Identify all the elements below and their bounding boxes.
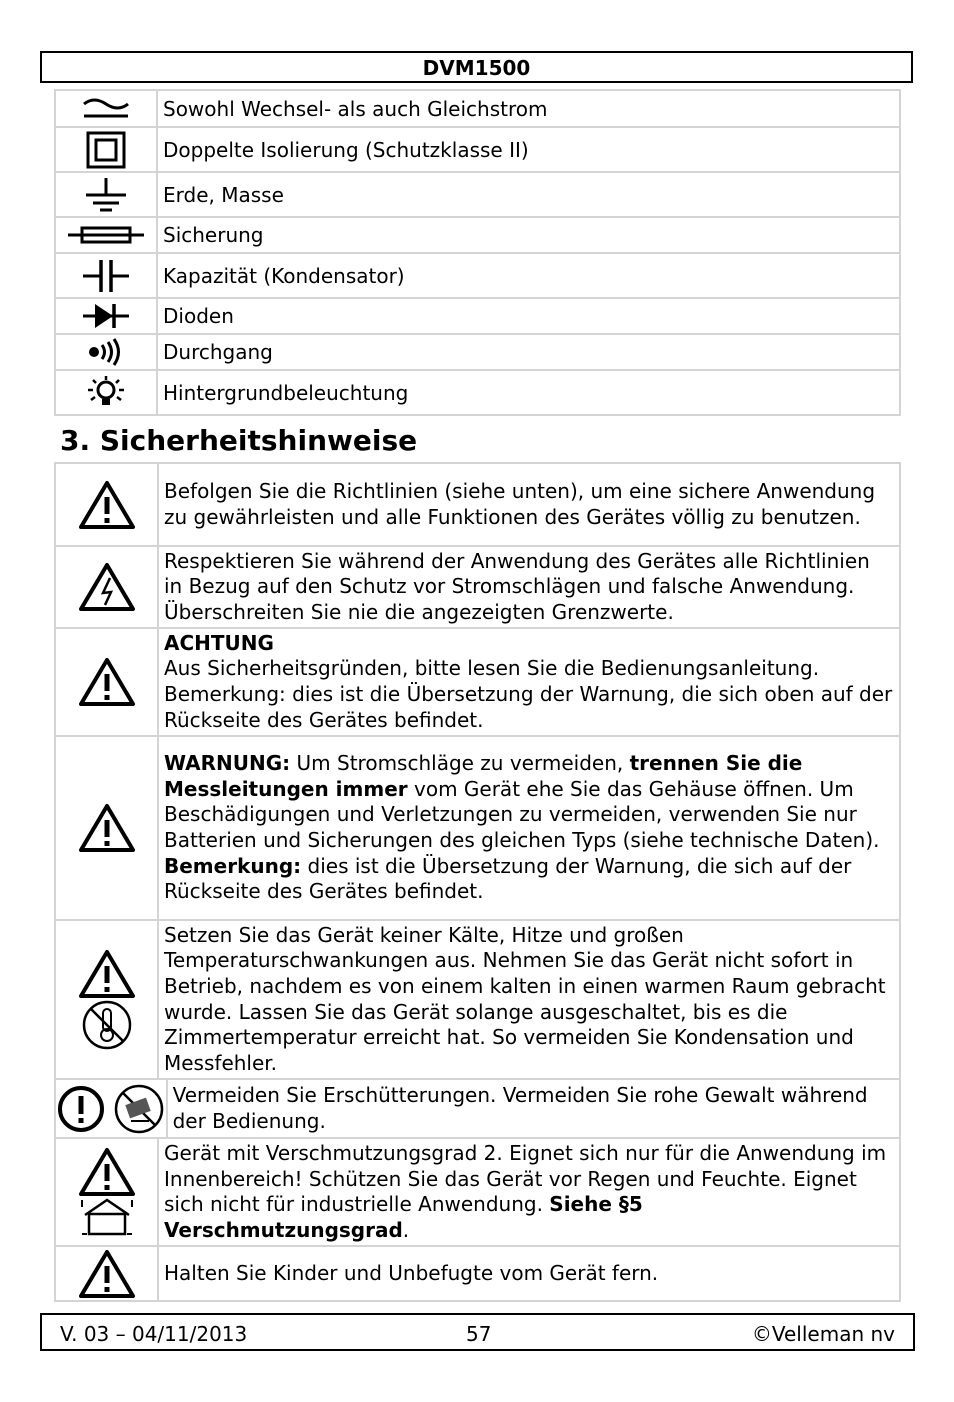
- symbol-label: Durchgang: [157, 334, 900, 370]
- indoor-house-icon: [79, 1197, 135, 1237]
- safety-text: Gerät mit Verschmutzungsgrad 2. Eignet sich nur für die Anwendung im Innenbereich! Schützen Sie das Gerät vor Regen und Feuchte. Eignet sich nicht für industrielle Anwendung.: [164, 1141, 887, 1217]
- ac-dc-icon: [55, 90, 157, 127]
- symbol-label: Sicherung: [157, 217, 900, 253]
- safety-text: Respektieren Sie während der Anwendung des Gerätes alle Richtlinien in Bezug auf den Schutz vor Stromschlägen und falsche Anwendung. Überschreiten Sie nie die angezeigten Grenzwerte.: [158, 546, 900, 628]
- symbol-label: Kapazität (Kondensator): [157, 253, 900, 298]
- continuity-icon: [55, 334, 157, 370]
- warning-icon: [55, 1246, 158, 1301]
- diode-icon: [55, 298, 157, 334]
- safety-text: Halten Sie Kinder und Unbefugte vom Gerät fern.: [158, 1246, 900, 1301]
- backlight-icon: [55, 370, 157, 415]
- warning-icon: [78, 1147, 136, 1197]
- no-impact-icon: [113, 1083, 165, 1135]
- safety-bold-text: Siehe §5 Verschmutzungsgrad: [164, 1192, 643, 1242]
- indoor-use-icons: [55, 1138, 158, 1246]
- version-date: V. 03 – 04/11/2013: [60, 1322, 248, 1346]
- no-temperature-change-icon: [81, 999, 133, 1051]
- page-header: DVM1500: [40, 51, 913, 83]
- symbol-label: Doppelte Isolierung (Schutzklasse II): [157, 127, 900, 172]
- symbol-label: Erde, Masse: [157, 172, 900, 217]
- safety-cell: [158, 736, 900, 920]
- warning-icon: [55, 736, 158, 920]
- capacitor-icon: [55, 253, 157, 298]
- double-insulation-icon: [55, 127, 157, 172]
- fuse-icon: [55, 217, 157, 253]
- warning-icon: [55, 628, 158, 736]
- symbol-table: [54, 89, 901, 416]
- page-footer: [40, 1313, 915, 1351]
- ground-icon: [55, 172, 157, 217]
- safety-text: dies ist die Übersetzung der Warnung, die sich auf der Rückseite des Gerätes befindet.: [164, 853, 852, 904]
- symbol-label: Sowohl Wechsel- als auch Gleichstrom: [157, 90, 900, 127]
- safety-table: [54, 462, 901, 1302]
- safety-text: Befolgen Sie die Richtlinien (siehe unten), um eine sichere Anwendung zu gewährleisten und alle Funktionen des Gerätes völlig zu benutzen.: [158, 463, 900, 546]
- symbol-label: Hintergrundbeleuchtung: [157, 370, 900, 415]
- safety-text: Um Stromschläge zu vermeiden,: [290, 751, 630, 776]
- safety-text: Aus Sicherheitsgründen, bitte lesen Sie die Bedienungsanleitung. Bemerkung: dies ist die Übersetzung der Warnung, die sich oben auf der Rückseite des Gerätes befindet.: [164, 656, 893, 732]
- section-title: 3. Sicherheitshinweise: [60, 424, 418, 457]
- safety-text: vom Gerät ehe Sie das Gehäuse öffnen. Um Beschädigungen und Verletzungen zu vermeiden, verwenden Sie nur Batterien und Sicherungen des gleichen Typs (siehe technische Daten).: [164, 776, 880, 852]
- warnung-label: WARNUNG:: [164, 751, 291, 776]
- safety-text: Vermeiden Sie Erschütterungen. Vermeiden Sie rohe Gewalt während der Bedienung.: [172, 1083, 868, 1133]
- electric-warning-icon: [55, 546, 158, 628]
- warning-icon: [55, 463, 158, 546]
- copyright: ©Velleman nv: [751, 1322, 895, 1346]
- exclamation-icon: [57, 1085, 105, 1133]
- achtung-label: ACHTUNG: [164, 630, 274, 655]
- safety-cell: [158, 628, 900, 736]
- symbol-label: Dioden: [157, 298, 900, 334]
- temperature-warning-icons: [55, 920, 158, 1079]
- safety-cell: [158, 1138, 900, 1246]
- safety-bold-text: trennen Sie die Messleitungen immer: [164, 751, 803, 801]
- shock-warning-icons: [56, 1080, 168, 1137]
- warning-icon: [78, 949, 136, 999]
- bemerkung-label: Bemerkung:: [164, 853, 302, 878]
- page-number: 57: [466, 1322, 492, 1346]
- safety-text: .: [402, 1217, 410, 1242]
- safety-text: Setzen Sie das Gerät keiner Kälte, Hitze und großen Temperaturschwankungen aus. Nehmen Sie das Gerät nicht sofort in Betrieb, nachdem es von einem kalten in einen warmen Raum gebracht wurde. Lassen Sie das Gerät solange ausgeschaltet, bis es die Zimmertemperatur erreicht hat. So vermeiden Sie Kondensation und Messfehler.: [158, 920, 900, 1079]
